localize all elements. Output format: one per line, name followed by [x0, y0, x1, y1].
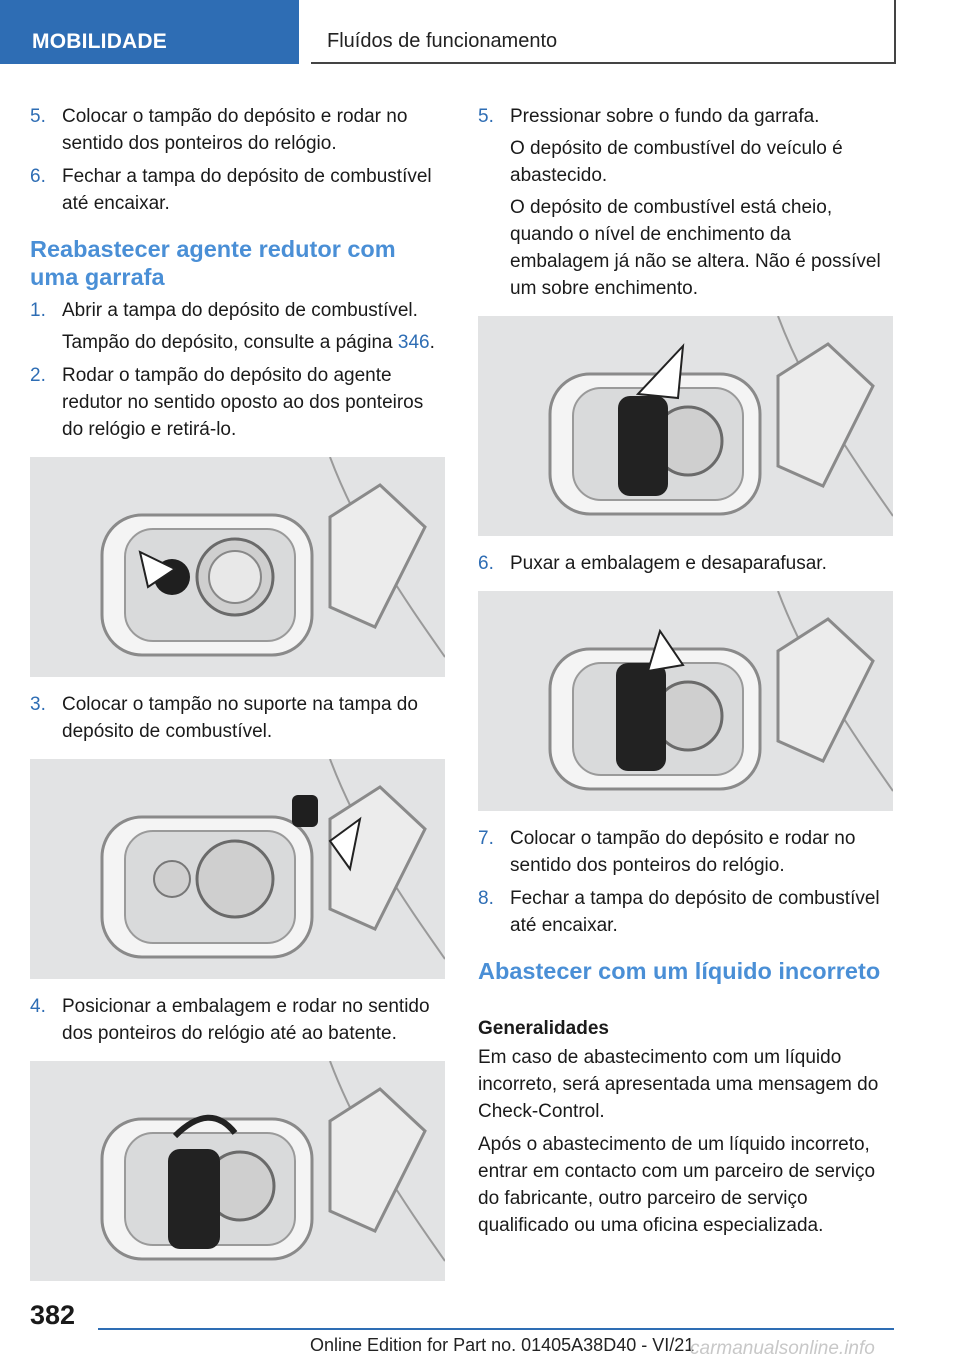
step-text: Abrir a tampa do depósito de combustível. — [62, 300, 418, 321]
step-text: Rodar o tampão do depósito do agente redutor no sentido oposto ao dos ponteiros do relógio e retirá-lo. — [62, 365, 424, 440]
illustration-press-bottle — [478, 316, 893, 536]
illustration-remove-cap — [30, 457, 445, 677]
step-item — [30, 297, 445, 356]
step-subtext: O depósito de combustível está cheio, quando o nível de enchimento da embalagem já não se altera. Não é possível um sobre enchimento. — [510, 197, 881, 299]
section-title: MOBILIDADE — [32, 30, 167, 53]
watermark: carmanualsonline.info — [690, 1338, 875, 1359]
step-number: 1. — [30, 300, 46, 321]
step-subtext: Tampão do depósito, consulte a página 346. — [62, 332, 435, 353]
step-item — [30, 691, 445, 745]
left-column — [30, 103, 445, 1295]
step-item — [30, 103, 445, 157]
section-tab — [0, 0, 299, 64]
edition-text: Online Edition for Part no. 01405A38D40 - VI/21 — [310, 1335, 695, 1355]
step-item — [478, 885, 893, 939]
illustration-pull-bottle — [478, 591, 893, 811]
body-paragraph: Em caso de abastecimento com um líquido incorreto, será apresentada uma mensagem do Check-Control. — [478, 1047, 879, 1122]
step-text: Fechar a tampa do depósito de combustível até encaixar. — [510, 888, 880, 936]
step-item — [30, 362, 445, 443]
step-number: 6. — [478, 553, 494, 574]
footer-rule — [98, 1328, 894, 1330]
step-subtext: O depósito de combustível do veículo é abastecido. — [510, 138, 843, 186]
step-item — [478, 550, 893, 577]
step-text: Fechar a tampa do depósito de combustível até encaixar. — [62, 166, 432, 214]
step-number: 6. — [30, 166, 46, 187]
step-text: Pressionar sobre o fundo da garrafa. — [510, 106, 820, 127]
step-text: Colocar o tampão no suporte na tampa do depósito de combustível. — [62, 694, 418, 742]
section-heading: Reabastecer agente redutor com uma garrafa — [30, 236, 396, 290]
step-number: 4. — [30, 996, 46, 1017]
step-number: 7. — [478, 828, 494, 849]
step-number: 3. — [30, 694, 46, 715]
body-paragraph: Após o abastecimento de um líquido incorreto, entrar em contacto com um parceiro de serviço do fabricante, outro parceiro de serviço qualificado ou uma oficina especializada. — [478, 1134, 876, 1236]
step-item — [478, 103, 893, 302]
step-item — [30, 163, 445, 217]
step-number: 8. — [478, 888, 494, 909]
chapter-title: Fluídos de funcionamento — [327, 30, 558, 52]
step-number: 5. — [30, 106, 46, 127]
step-text: Posicionar a embalagem e rodar no sentido dos ponteiros do relógio até ao batente. — [62, 996, 430, 1044]
step-text: Colocar o tampão do depósito e rodar no sentido dos ponteiros do relógio. — [62, 106, 408, 154]
illustration-place-cap — [30, 759, 445, 979]
page-number: 382 — [30, 1300, 76, 1330]
subheading: Generalidades — [478, 1018, 609, 1039]
step-item — [30, 993, 445, 1047]
page-reference-link[interactable]: 346 — [397, 332, 430, 353]
step-item — [478, 825, 893, 879]
step-number: 2. — [30, 365, 46, 386]
section-heading: Abastecer com um líquido incorreto — [478, 958, 881, 984]
illustration-position-bottle — [30, 1061, 445, 1281]
step-text: Colocar o tampão do depósito e rodar no sentido dos ponteiros do relógio. — [510, 828, 856, 876]
right-column — [478, 103, 893, 1245]
step-number: 5. — [478, 106, 494, 127]
chapter-header — [311, 0, 896, 64]
step-text: Puxar a embalagem e desaparafusar. — [510, 553, 827, 574]
